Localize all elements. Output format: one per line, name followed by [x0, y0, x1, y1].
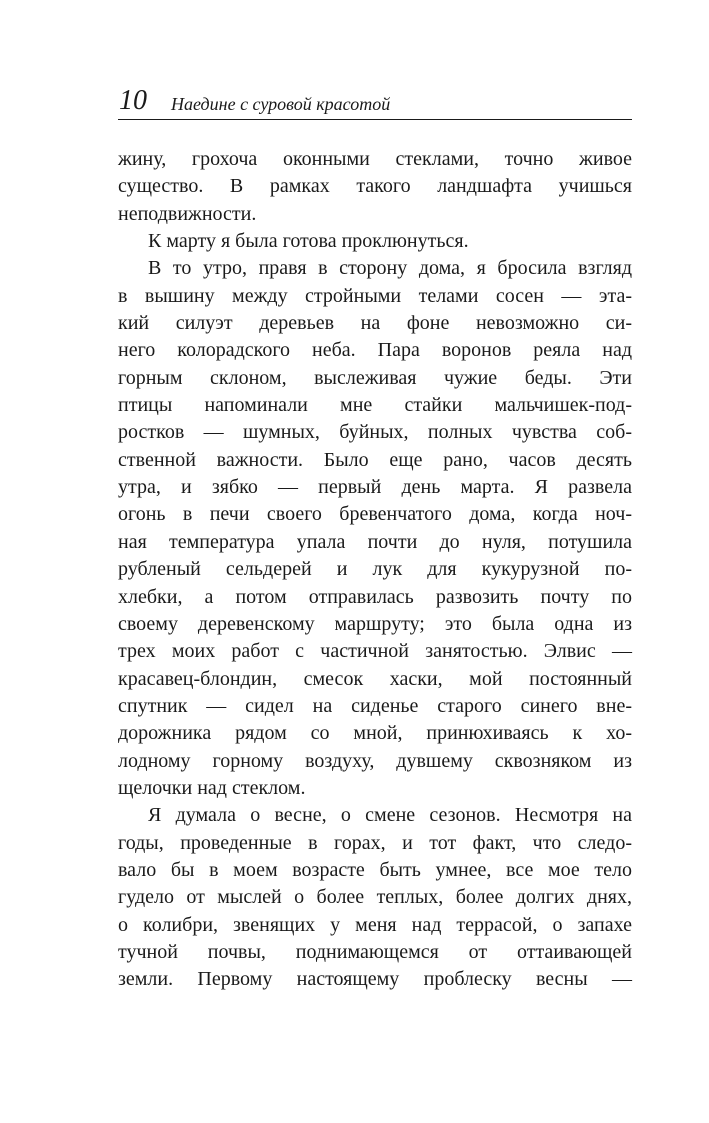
text-line: земли. Первому настоящему проблеску весны —	[118, 968, 632, 991]
text-line: спутник — сидел на сиденье старого синего вне-	[118, 694, 632, 717]
body-text	[118, 146, 632, 994]
text-line: огонь в печи своего бревенчатого дома, когда ноч-	[118, 503, 632, 526]
text-line: гудело от мыслей о более теплых, более долгих днях,	[118, 886, 632, 909]
text-line: вало бы в моем возрасте быть умнее, все мое тело	[118, 858, 632, 881]
text-line: хлебки, а потом отправилась развозить почту по	[118, 585, 632, 608]
text-line: него колорадского неба. Пара воронов реяла над	[118, 339, 632, 362]
running-header	[118, 86, 632, 120]
page-number: 10	[119, 85, 147, 116]
text-line: Я думала о весне, о смене сезонов. Несмотря на	[148, 804, 632, 827]
text-line: ростков — шумных, буйных, полных чувства соб-	[118, 421, 632, 444]
text-line: тучной почвы, поднимающемся от оттаивающей	[118, 940, 632, 963]
text-line: кий силуэт деревьев на фоне невозможно си-	[118, 312, 632, 335]
text-line: существо. В рамках такого ландшафта учишься	[118, 175, 632, 198]
text-line: в вышину между стройными телами сосен — эта-	[118, 284, 632, 307]
text-line: жину, грохоча оконными стеклами, точно живое	[118, 148, 632, 170]
text-line: птицы напоминали мне стайки мальчишек-под-	[118, 394, 632, 417]
text-line: утра, и зябко — первый день марта. Я развела	[118, 476, 632, 499]
text-line: лодному горному воздуху, дувшему сквозняком из	[118, 749, 632, 772]
text-line: щелочки над стеклом.	[118, 776, 306, 799]
text-line: ная температура упала почти до нуля, потушила	[118, 530, 632, 553]
text-line: годы, проведенные в горах, и тот факт, что следо-	[118, 831, 632, 854]
text-line: красавец-блондин, смесок хаски, мой постоянный	[118, 667, 632, 690]
text-line: рубленый сельдерей и лук для кукурузной по-	[118, 558, 632, 581]
text-line: В то утро, правя в сторону дома, я бросила взгляд	[148, 257, 632, 280]
text-line: неподвижности.	[118, 202, 257, 225]
text-line: горным склоном, выслеживая чужие беды. Эти	[118, 366, 632, 389]
text-line: дорожника рядом со мной, принюхиваясь к хо-	[118, 722, 632, 745]
text-line: К марту я была готова проклюнуться.	[148, 230, 469, 253]
text-line: о колибри, звенящих у меня над террасой, о запахе	[118, 913, 632, 936]
text-line: своему деревенскому маршруту; это была одна из	[118, 612, 632, 635]
text-line: ственной важности. Было еще рано, часов десять	[118, 448, 632, 471]
running-title: Наедине с суровой красотой	[171, 94, 391, 114]
text-line: трех моих работ с частичной занятостью. Элвис —	[118, 640, 632, 663]
header-rule	[118, 119, 632, 120]
